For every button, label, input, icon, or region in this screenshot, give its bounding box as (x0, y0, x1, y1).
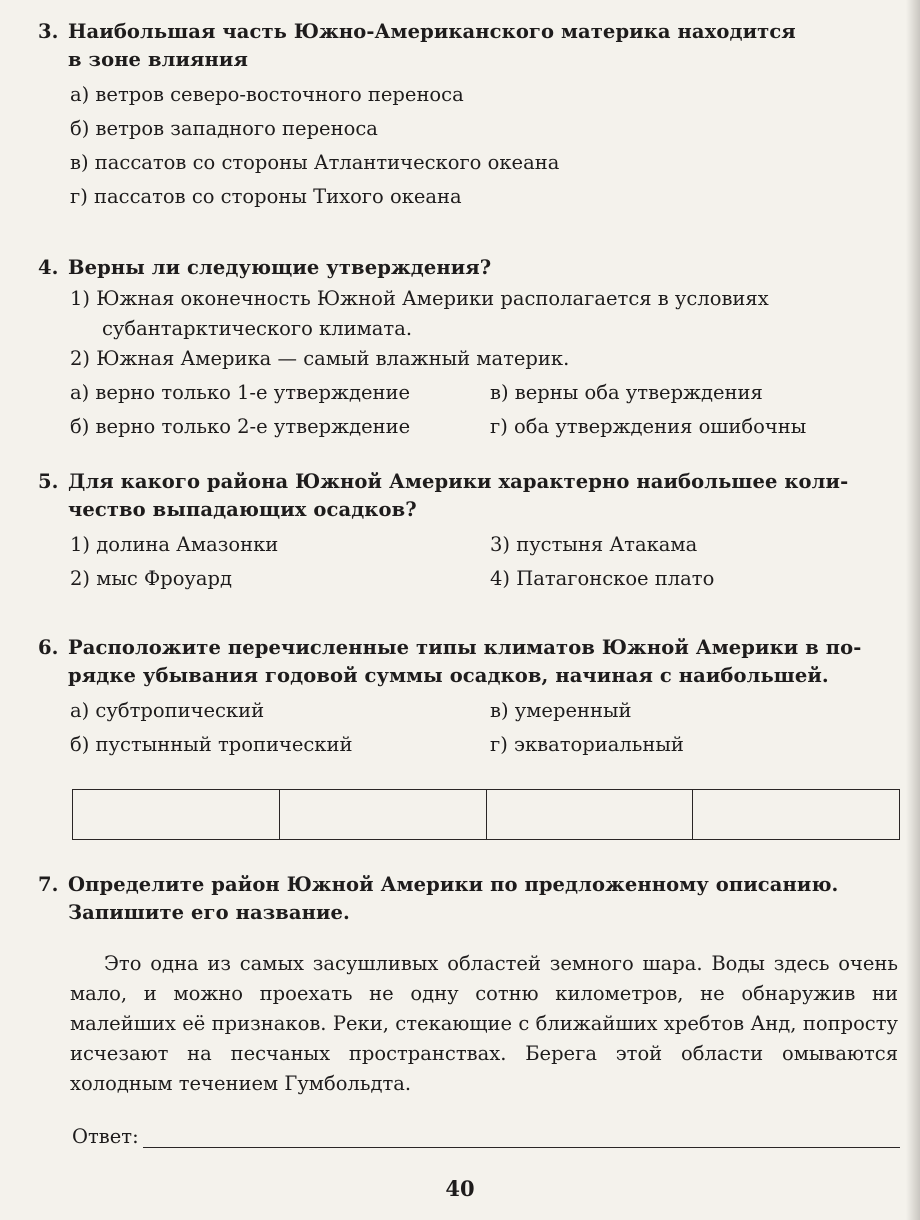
question-6 (38, 634, 898, 762)
question-6-option-d[interactable]: г) экваториальный (490, 733, 684, 756)
question-7-passage: Это одна из самых засушливых областей земного шара. Воды здесь очень мало, и можно проехать не одну сотню километров, не обнаружив ни малейших её признаков. Реки, стекающие с ближайших хребтов Анд, попросту исчезают на песчаных пространствах. Берега этой области омываются холодным течением Гумбольдта. (70, 952, 898, 1095)
answer-input-line[interactable] (143, 1126, 900, 1148)
question-3-option-d[interactable]: г) пассатов со стороны Тихого океана (70, 185, 462, 208)
answer-cell-2[interactable] (280, 790, 487, 839)
question-7-number: 7. (38, 873, 59, 896)
answer-cell-1[interactable] (73, 790, 280, 839)
question-5-title-line2: чество выпадающих осадков? (68, 498, 417, 521)
question-4-statement-2: 2) Южная Америка — самый влажный материк. (70, 347, 570, 370)
question-4-statement-1 (38, 284, 898, 344)
question-4-number: 4. (38, 256, 59, 279)
question-5-option-1[interactable]: 1) долина Амазонки (70, 533, 279, 556)
question-3-title (38, 18, 898, 46)
question-4-option-c[interactable]: в) верны оба утверждения (490, 381, 763, 404)
question-6-answer-table (72, 789, 900, 840)
question-6-option-a[interactable]: а) субтропический (70, 699, 265, 722)
question-4-title (38, 254, 898, 282)
question-6-option-b[interactable]: б) пустынный тропический (70, 733, 353, 756)
question-4-option-b[interactable]: б) верно только 2-е утверждение (70, 415, 411, 438)
question-6-title-line2: рядке убывания годовой суммы осадков, начиная с наибольшей. (68, 664, 829, 687)
answer-cell-3[interactable] (487, 790, 694, 839)
page-number: 40 (445, 1176, 475, 1201)
question-3-number: 3. (38, 20, 59, 43)
question-7-answer-line (72, 1125, 900, 1148)
question-7 (38, 871, 898, 1099)
question-5-title (38, 468, 898, 496)
question-3-title-line2: в зоне влияния (68, 48, 248, 71)
question-3-title-line1: Наибольшая часть Южно-Американского материка находится (68, 20, 796, 43)
question-3-option-b[interactable]: б) ветров западного переноса (70, 117, 378, 140)
question-7-title (38, 871, 898, 899)
question-6-number: 6. (38, 636, 59, 659)
question-7-title-line2: Запишите его название. (68, 901, 350, 924)
question-3-option-a[interactable]: а) ветров северо-восточного переноса (70, 83, 464, 106)
question-4-title-text: Верны ли следующие утверждения? (68, 256, 492, 279)
question-4 (38, 254, 898, 444)
question-5-number: 5. (38, 470, 59, 493)
question-5 (38, 468, 898, 596)
question-3 (38, 18, 898, 214)
question-4-statement-1-line1: 1) Южная оконечность Южной Америки располагается в условиях (70, 287, 769, 310)
question-6-title (38, 634, 898, 662)
question-4-option-a[interactable]: а) верно только 1-е утверждение (70, 381, 411, 404)
page-edge-shadow (906, 0, 920, 1220)
question-5-option-4[interactable]: 4) Патагонское плато (490, 567, 715, 590)
question-6-title-line1: Расположите перечисленные типы климатов Южной Америки в по- (68, 636, 862, 659)
question-3-option-c[interactable]: в) пассатов со стороны Атлантического океана (70, 151, 560, 174)
question-6-option-c[interactable]: в) умеренный (490, 699, 632, 722)
question-5-title-line1: Для какого района Южной Америки характерно наибольшее коли- (68, 470, 849, 493)
answer-cell-4[interactable] (693, 790, 899, 839)
question-7-title-line1: Определите район Южной Америки по предложенному описанию. (68, 873, 839, 896)
question-5-option-2[interactable]: 2) мыс Фроуард (70, 567, 233, 590)
answer-label: Ответ: (72, 1125, 139, 1148)
question-4-statement-1-line2: субантарктического климата. (102, 317, 413, 340)
question-5-option-3[interactable]: 3) пустыня Атакама (490, 533, 698, 556)
question-4-option-d[interactable]: г) оба утверждения ошибочны (490, 415, 807, 438)
